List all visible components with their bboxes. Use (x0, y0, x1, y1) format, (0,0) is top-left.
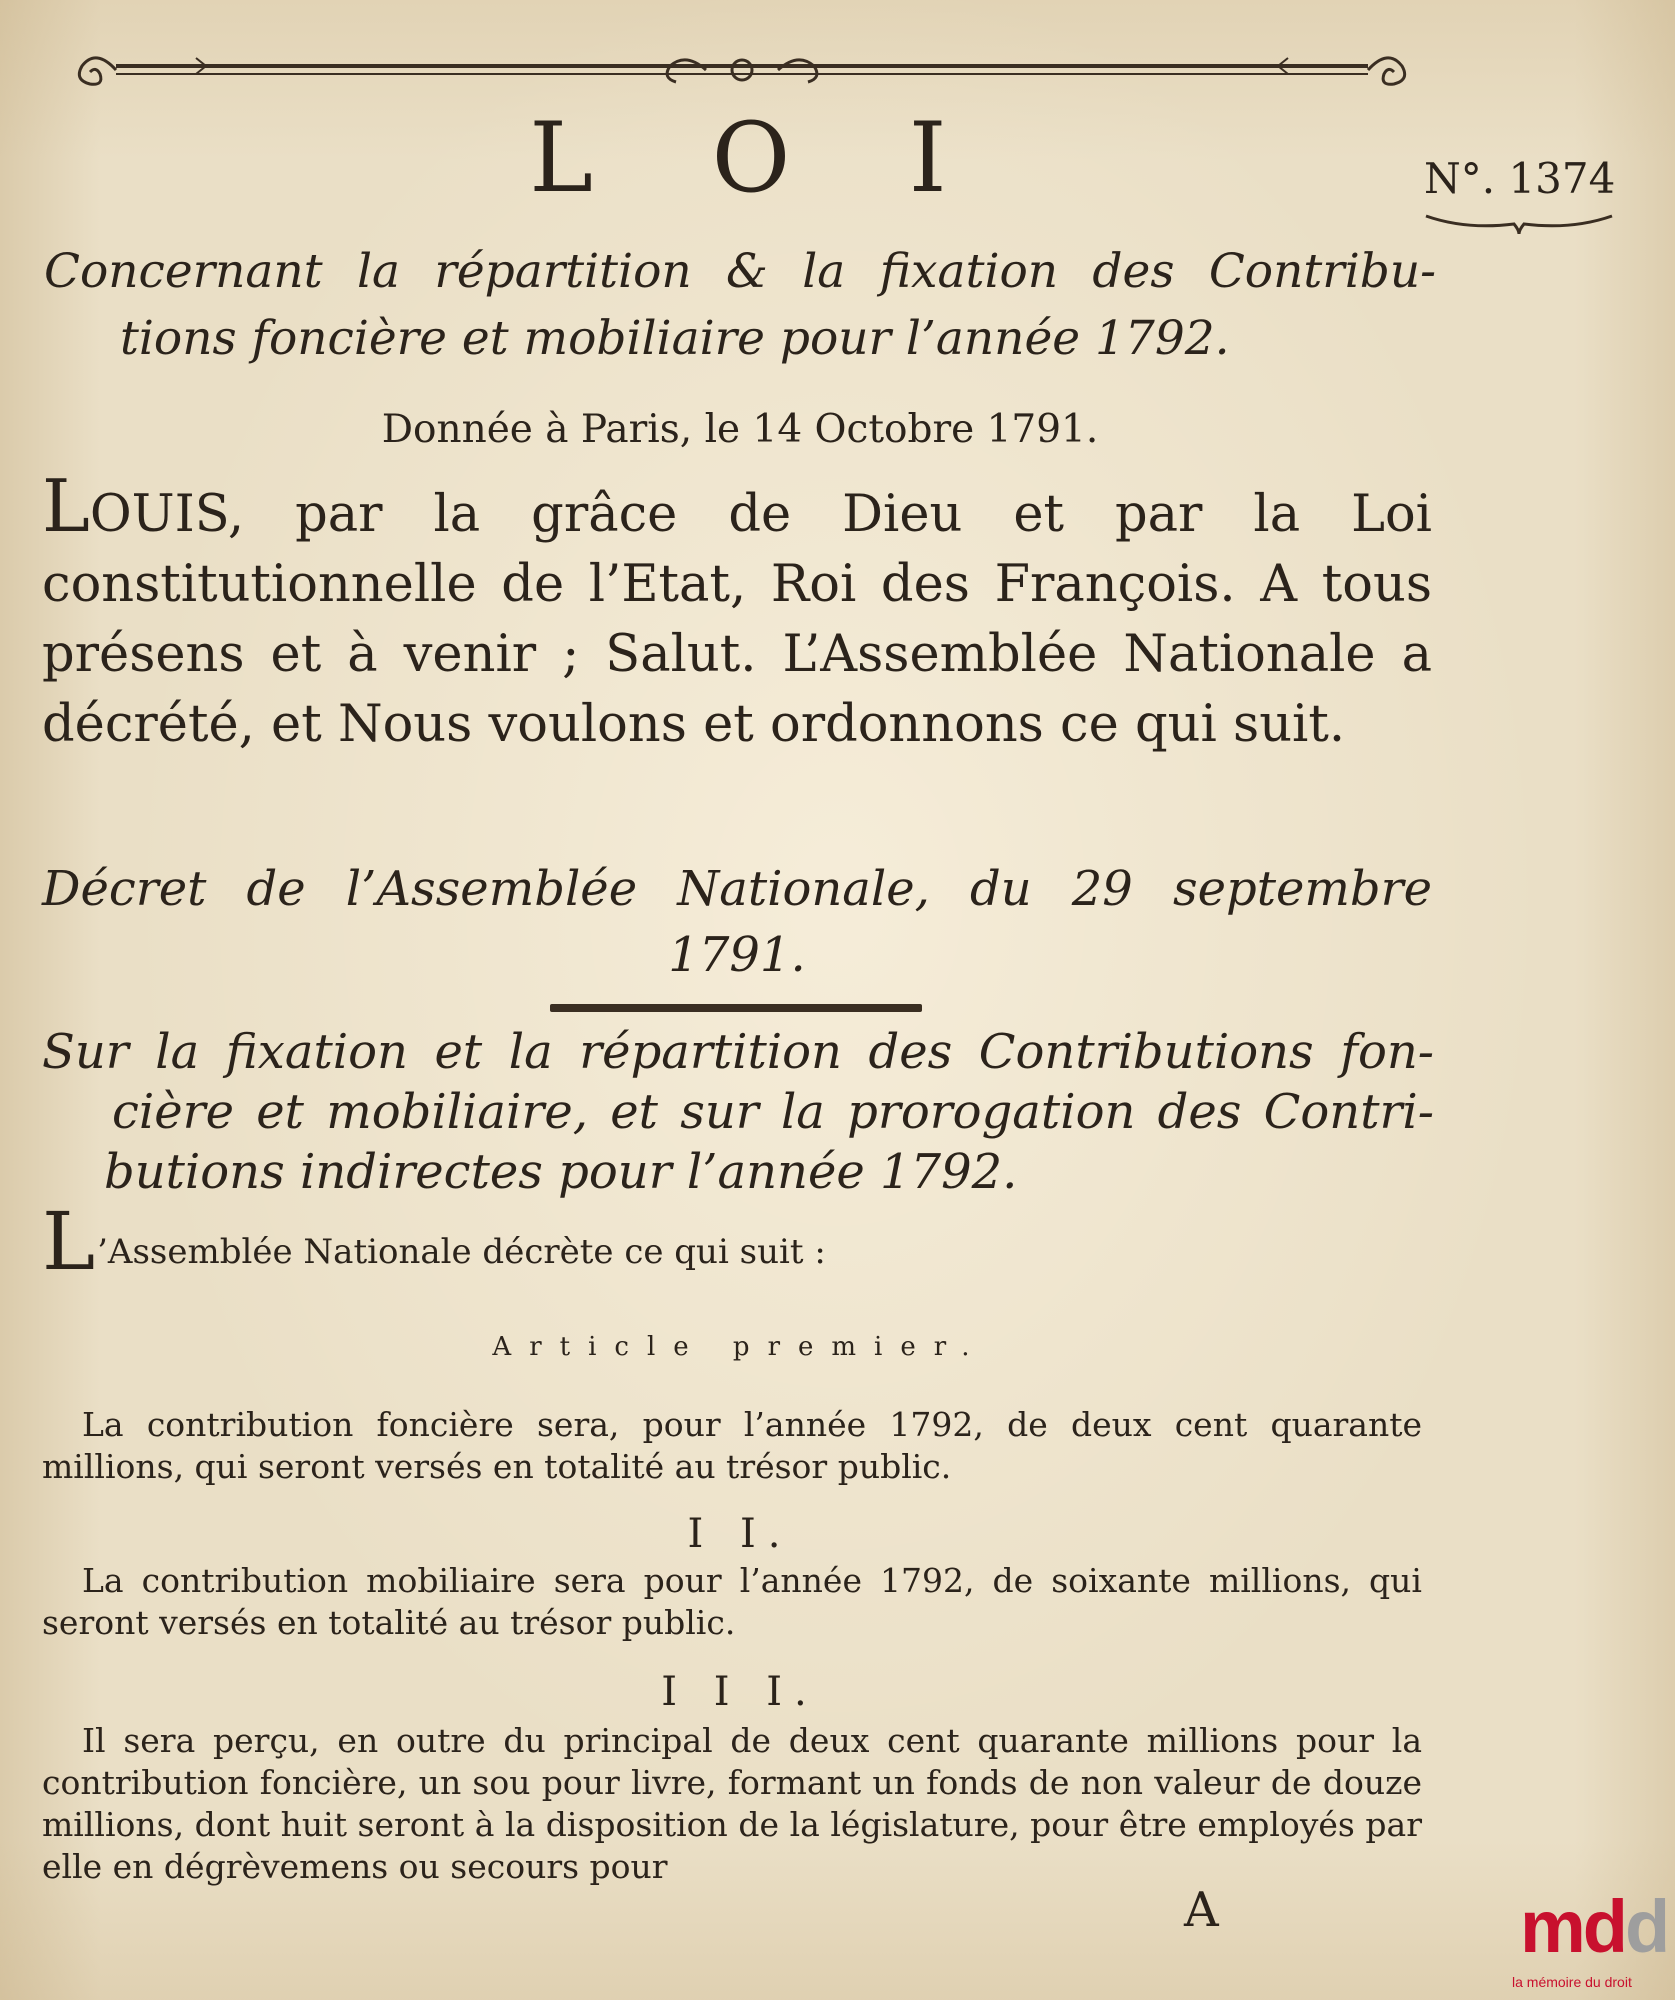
enact-text: ’Assemblée Nationale décrète ce qui suit : (97, 1232, 826, 1272)
given-date-line: Donnée à Paris, le 14 Octobre 1791. (381, 407, 1099, 452)
law-title: L O I (529, 102, 991, 214)
subtitle-line-2: tions foncière et mobiliaire pour l’année 1792. (120, 311, 1230, 366)
decree-heading (42, 856, 1432, 988)
royal-preamble (42, 464, 1432, 760)
watermark-mark-part2: d (1625, 1885, 1668, 1968)
article-2-numeral: I I. (687, 1511, 793, 1557)
preamble-text: OUIS, par la grâce de Dieu et par la Loi constitutionnelle de l’Etat, Roi des François. A tous présens et à venir ; Salut. L’Assemblée Nationale a décrété, et Nous voulons et ordonnons ce qui suit. (42, 485, 1432, 754)
article-1-text: La contribution foncière sera, pour l’année 1792, de deux cent quarante millions, qui seront versés en totalité au trésor public. (42, 1405, 1422, 1486)
subject-line-2: cière et mobiliaire, et sur la prorogation des Contri- (112, 1084, 1434, 1140)
article-2-text: La contribution mobiliaire sera pour l’année 1792, de soixante millions, qui seront versés en totalité au trésor public. (42, 1561, 1422, 1642)
decree-subject (42, 1022, 1434, 1202)
watermark-mark-part1: md (1520, 1885, 1625, 1968)
subject-line-3: butions indirectes pour l’année 1792. (104, 1144, 1018, 1200)
watermark-mark (1520, 1885, 1668, 1968)
article-3-numeral: I I I. (661, 1669, 819, 1715)
subtitle-line-1: Concernant la répartition & la fixation des Contribu- (44, 244, 1436, 299)
article-first-heading: Article premier. (492, 1332, 988, 1362)
number-swash (1424, 212, 1614, 236)
watermark-logo (1510, 1885, 1670, 1996)
decree-line-2: 1791. (668, 927, 806, 983)
preamble-dropcap: L (42, 464, 90, 548)
enact-dropcap: L (42, 1195, 96, 1288)
section-rule (550, 1004, 922, 1012)
decree-line-1: Décret de l’Assemblée Nationale, du 29 septembre (42, 861, 1432, 917)
enacting-clause (42, 1195, 1432, 1288)
subject-line-1: Sur la fixation et la répartition des Contributions fon- (42, 1024, 1434, 1080)
law-subtitle (44, 238, 1436, 372)
catchword: A (1184, 1882, 1219, 1938)
law-number: N°. 1374 (1424, 154, 1616, 203)
header-ornament (76, 44, 1408, 94)
article-3-text: Il sera perçu, en outre du principal de deux cent quarante millions pour la contribution foncière, un sou pour livre, formant un fonds de non valeur de douze millions, dont huit seront à la disposition de la législature, pour être employés par elle en dégrèvemens ou secours pour (42, 1721, 1422, 1886)
watermark-tagline: la mémoire du droit (1512, 1974, 1632, 1990)
